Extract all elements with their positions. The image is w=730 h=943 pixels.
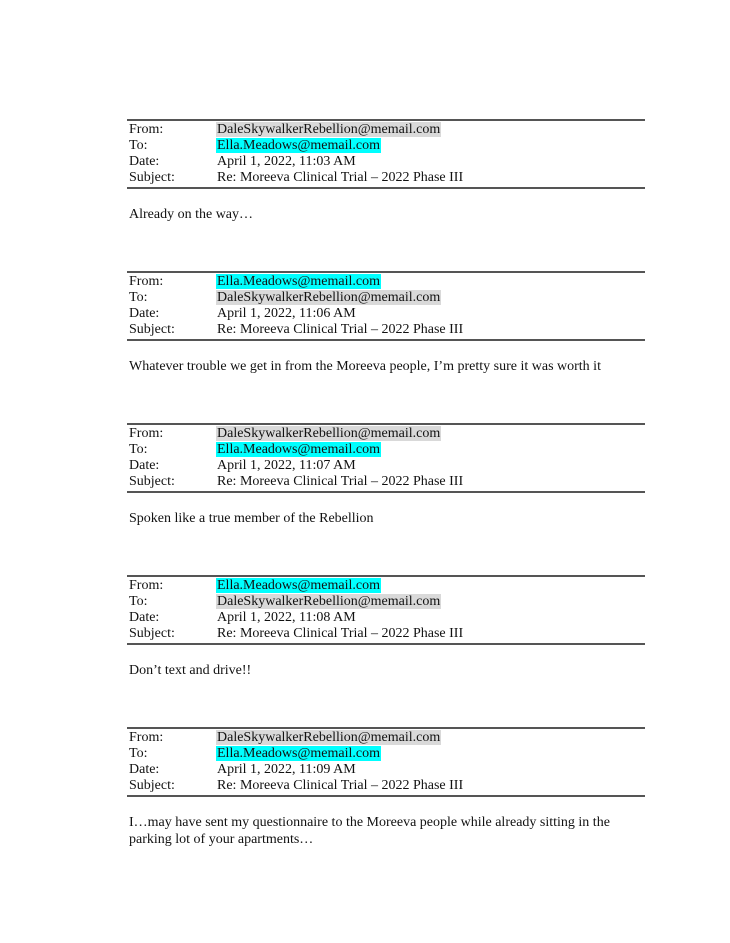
email-body: I…may have sent my questionnaire to the Moreeva people while already sitting in the parking lot of your apartments… [129, 815, 610, 847]
from-value: DaleSkywalkerRebellion@memail.com [217, 426, 441, 441]
from-label: From: [129, 426, 164, 441]
email-message [127, 119, 645, 223]
to-value: DaleSkywalkerRebellion@memail.com [217, 594, 441, 609]
header-row-subject [127, 322, 645, 338]
to-label: To: [129, 746, 148, 761]
subject-value: Re: Moreeva Clinical Trial – 2022 Phase III [217, 474, 464, 489]
date-value: April 1, 2022, 11:08 AM [217, 610, 356, 625]
to-label: To: [129, 138, 148, 153]
email-header [127, 423, 645, 493]
header-row-date [127, 458, 645, 474]
subject-value: Re: Moreeva Clinical Trial – 2022 Phase III [217, 170, 464, 185]
date-label: Date: [129, 306, 160, 321]
header-row-to [127, 290, 645, 306]
to-label: To: [129, 594, 148, 609]
header-row-to [127, 746, 645, 762]
from-value: Ella.Meadows@memail.com [217, 578, 380, 593]
from-label: From: [129, 122, 164, 137]
subject-label: Subject: [129, 322, 175, 337]
to-value: Ella.Meadows@memail.com [217, 746, 380, 761]
header-row-from [127, 274, 645, 290]
header-row-subject [127, 170, 645, 186]
email-body: Don’t text and drive!! [129, 663, 252, 678]
date-label: Date: [129, 762, 160, 777]
date-value: April 1, 2022, 11:09 AM [217, 762, 356, 777]
subject-label: Subject: [129, 474, 175, 489]
email-body: Spoken like a true member of the Rebellion [129, 511, 374, 526]
email-header [127, 119, 645, 189]
from-value: Ella.Meadows@memail.com [217, 274, 380, 289]
to-label: To: [129, 290, 148, 305]
email-header [127, 727, 645, 797]
date-value: April 1, 2022, 11:03 AM [217, 154, 356, 169]
header-row-from [127, 426, 645, 442]
header-row-date [127, 306, 645, 322]
email-message [127, 271, 645, 375]
from-label: From: [129, 730, 164, 745]
email-message [127, 423, 645, 527]
email-header [127, 575, 645, 645]
header-row-to [127, 442, 645, 458]
header-row-subject [127, 778, 645, 794]
subject-label: Subject: [129, 170, 175, 185]
header-row-date [127, 610, 645, 626]
email-body: Already on the way… [129, 207, 254, 222]
email-header [127, 271, 645, 341]
header-row-to [127, 138, 645, 154]
date-label: Date: [129, 154, 160, 169]
header-row-to [127, 594, 645, 610]
header-row-date [127, 762, 645, 778]
subject-label: Subject: [129, 626, 175, 641]
date-value: April 1, 2022, 11:06 AM [217, 306, 356, 321]
header-row-subject [127, 626, 645, 642]
from-value: DaleSkywalkerRebellion@memail.com [217, 730, 441, 745]
subject-value: Re: Moreeva Clinical Trial – 2022 Phase III [217, 778, 464, 793]
date-label: Date: [129, 458, 160, 473]
from-label: From: [129, 578, 164, 593]
to-label: To: [129, 442, 148, 457]
header-row-from [127, 578, 645, 594]
date-value: April 1, 2022, 11:07 AM [217, 458, 356, 473]
header-row-subject [127, 474, 645, 490]
subject-value: Re: Moreeva Clinical Trial – 2022 Phase III [217, 626, 464, 641]
email-message [127, 575, 645, 679]
header-row-from [127, 730, 645, 746]
email-message [127, 727, 645, 848]
subject-value: Re: Moreeva Clinical Trial – 2022 Phase III [217, 322, 464, 337]
email-body: Whatever trouble we get in from the Moreeva people, I’m pretty sure it was worth it [129, 359, 601, 374]
to-value: Ella.Meadows@memail.com [217, 138, 380, 153]
to-value: DaleSkywalkerRebellion@memail.com [217, 290, 441, 305]
header-row-from [127, 122, 645, 138]
from-label: From: [129, 274, 164, 289]
date-label: Date: [129, 610, 160, 625]
from-value: DaleSkywalkerRebellion@memail.com [217, 122, 441, 137]
to-value: Ella.Meadows@memail.com [217, 442, 380, 457]
subject-label: Subject: [129, 778, 175, 793]
header-row-date [127, 154, 645, 170]
